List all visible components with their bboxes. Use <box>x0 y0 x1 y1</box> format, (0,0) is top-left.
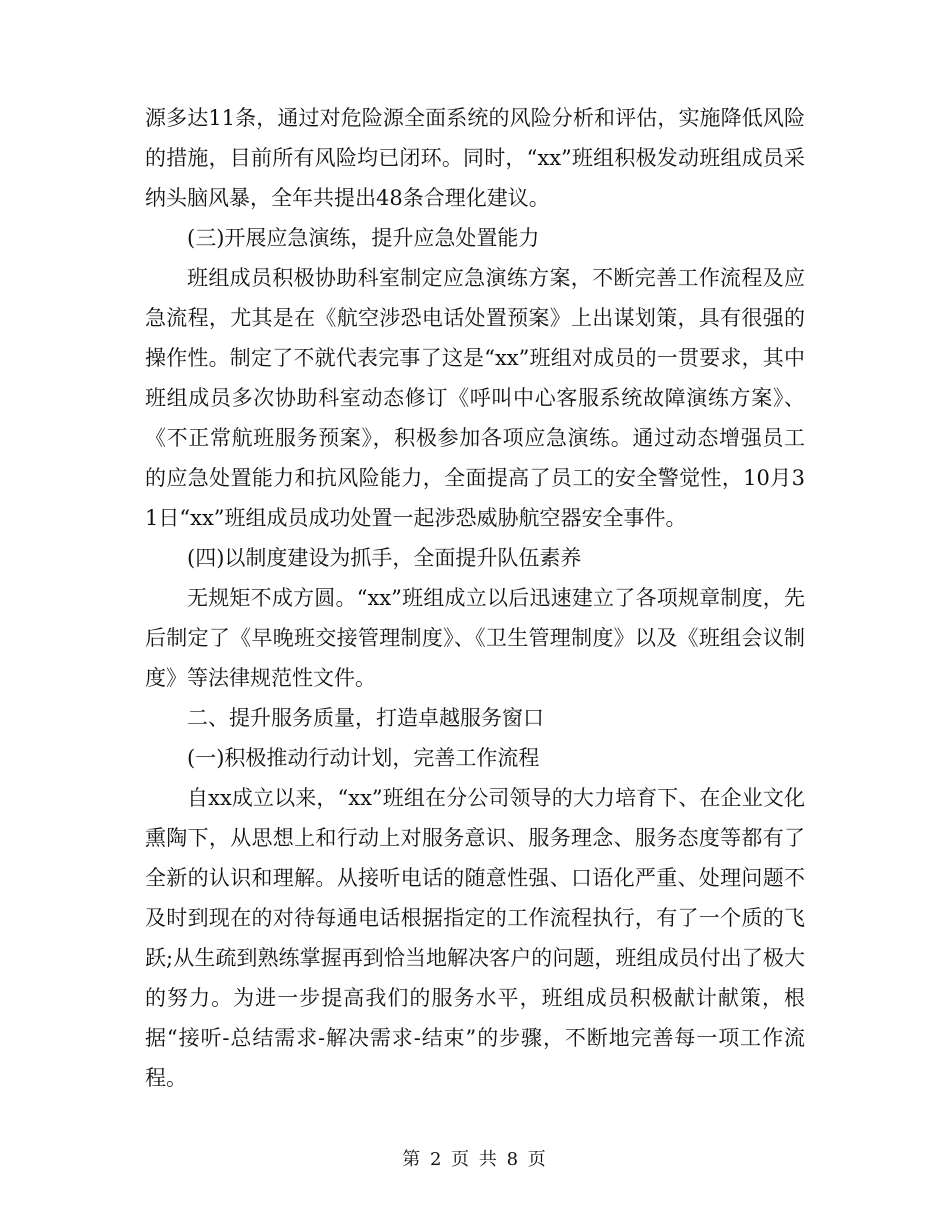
section-heading-1: (一)积极推动行动计划，完善工作流程 <box>187 746 540 770</box>
paragraph-2: 班组成员积极协助科室制定应急演练方案，不断完善工作流程及应急流程，尤其是在《航空涉恐电话处置预案》上出谋划策，具有很强的操作性。制定了不就代表完事了这是“xx”班组对成员的一贯要求，其中班组成员多次协助科室动态修订《呼叫中心客服系统故障演练方案》、《不正常航班服务预案》，积极参加各项应急演练。通过动态增强员工的应急处置能力和抗风险能力，全面提高了员工的安全警觉性，10月31日“xx”班组成员成功处置一起涉恐威胁航空器安全事件。 <box>145 266 805 530</box>
document-body <box>145 98 805 1098</box>
paragraph-3: 无规矩不成方圆。“xx”班组成立以后迅速建立了各项规章制度，先后制定了《早晚班交接管理制度》、《卫生管理制度》以及《班组会议制度》等法律规范性文件。 <box>145 586 805 690</box>
section-heading-3: (三)开展应急演练，提升应急处置能力 <box>187 226 540 250</box>
paragraph-4: 自xx成立以来，“xx”班组在分公司领导的大力培育下、在企业文化熏陶下，从思想上和行动上对服务意识、服务理念、服务态度等都有了全新的认识和理解。从接听电话的随意性强、口语化严重、处理问题不及时到现在的对待每通电话根据指定的工作流程执行，有了一个质的飞跃;从生疏到熟练掌握再到恰当地解决客户的问题，班组成员付出了极大的努力。为进一步提高我们的服务水平，班组成员积极献计献策，根据“接听-总结需求-解决需求-结束”的步骤，不断地完善每一项工作流程。 <box>145 786 805 1090</box>
paragraph-1: 源多达11条，通过对危险源全面系统的风险分析和评估，实施降低风险的措施，目前所有风险均已闭环。同时，“xx”班组积极发动班组成员采纳头脑风暴，全年共提出48条合理化建议。 <box>145 106 805 210</box>
section-heading-4: (四)以制度建设为抓手，全面提升队伍素养 <box>187 546 582 570</box>
page-number-footer: 第 2 页 共 8 页 <box>402 1149 548 1170</box>
chapter-heading-2: 二、提升服务质量，打造卓越服务窗口 <box>187 706 544 730</box>
